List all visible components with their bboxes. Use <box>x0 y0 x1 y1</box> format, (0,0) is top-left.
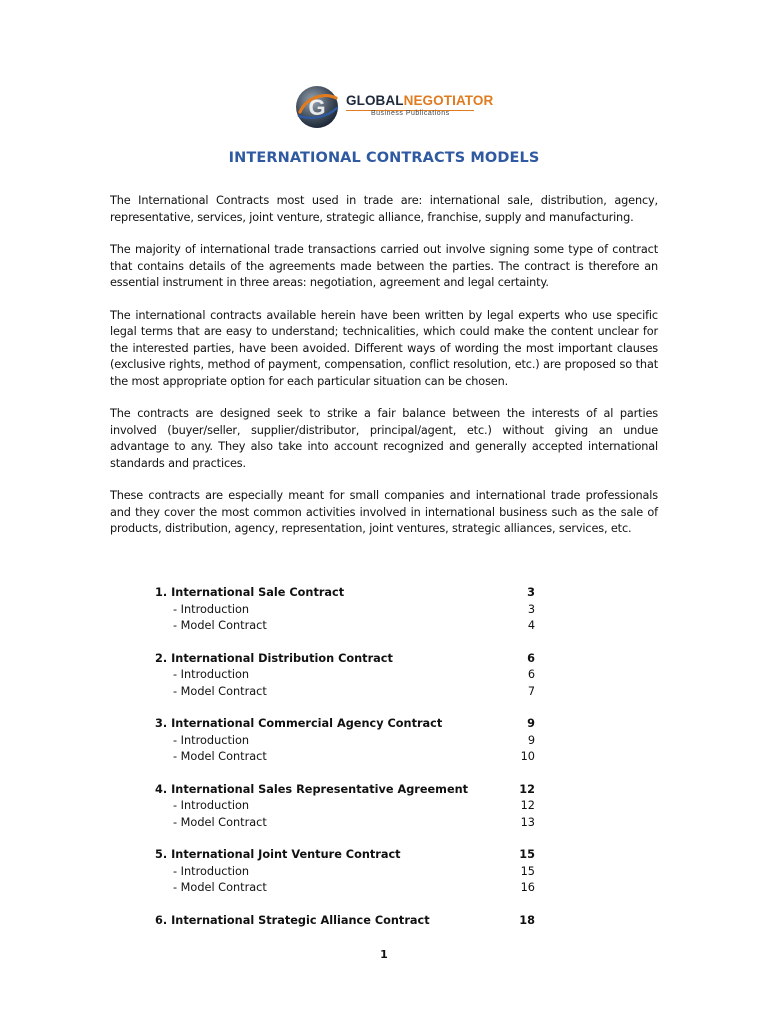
paragraph: The majority of international trade transactions carried out involve signing some type of contract that contains details of the agreements made between the parties. The contract is therefore an essential instrument in three areas: negotiation, agreement and legal certainty. <box>110 243 658 289</box>
toc-subentry-page: 16 <box>520 881 535 894</box>
toc-entry-title: 2. International Distribution Contract <box>155 651 393 665</box>
toc-subentry-label: - Model Contract <box>173 619 267 632</box>
toc-subentry-page: 7 <box>527 684 535 698</box>
toc-subentry-label: - Introduction <box>173 864 250 878</box>
toc-subentry-page: 15 <box>520 864 535 878</box>
toc-subentry <box>155 815 540 832</box>
toc-section <box>155 716 540 766</box>
toc-subentry <box>155 880 540 897</box>
toc-subentry-label: - Introduction <box>173 602 250 616</box>
toc-subentry <box>155 602 540 619</box>
page-number: 1 <box>380 948 388 961</box>
toc-subentry-page: 9 <box>527 733 535 747</box>
toc-section <box>155 913 540 930</box>
toc-subentry-page: 10 <box>520 750 535 763</box>
toc-subentry-page: 4 <box>527 619 535 632</box>
toc-entry-page: 15 <box>519 848 535 861</box>
toc-subentry <box>155 667 540 684</box>
toc-entry <box>155 847 540 864</box>
toc-subentry-page: 3 <box>527 602 535 616</box>
toc-subentry <box>155 864 540 881</box>
paragraph: The international contracts available herein have been written by legal experts who use specific legal terms that are easy to understand; technicalities, which could make the content unclear for the interested parties, have been avoided. Different ways of wording the most important clauses (exclusive rights, method of payment, compensation, conflict resolution, etc.) are proposed so that the most appropriate option for each particular situation can be chosen. <box>110 308 658 388</box>
logo-word-negotiator: NEGOTIATOR <box>403 93 494 108</box>
toc-entry-page: 6 <box>527 651 535 665</box>
toc-subentry-label: - Model Contract <box>173 684 267 698</box>
toc-entry-title: 4. International Sales Representative Agreement <box>155 782 469 796</box>
logo-wordmark <box>346 93 493 108</box>
globe-logo-icon <box>294 84 340 130</box>
toc-subentry-label: - Model Contract <box>173 750 267 763</box>
toc-entry-page: 12 <box>519 782 535 796</box>
document-body <box>110 193 658 554</box>
toc-subentry <box>155 618 540 635</box>
svg-text:G: G <box>308 95 326 120</box>
toc-section <box>155 847 540 897</box>
logo-subtitle: Business Publications <box>371 110 450 117</box>
globalnegotiator-logo <box>292 82 492 132</box>
toc-subentry-label: - Introduction <box>173 668 250 681</box>
toc-subentry <box>155 684 540 701</box>
toc-section <box>155 782 540 832</box>
toc-entry-title: 5. International Joint Venture Contract <box>155 848 401 861</box>
toc-entry-title: 3. International Commercial Agency Contract <box>155 717 443 730</box>
toc-entry-title: 6. International Strategic Alliance Contract <box>155 913 430 927</box>
table-of-contents <box>155 585 540 945</box>
toc-subentry-label: - Introduction <box>173 733 250 747</box>
toc-entry-page: 3 <box>527 586 535 599</box>
toc-subentry-label: - Model Contract <box>173 815 267 829</box>
logo-word-global: GLOBAL <box>346 93 404 108</box>
toc-entry <box>155 782 540 799</box>
toc-entry <box>155 716 540 733</box>
paragraph: These contracts are especially meant for small companies and international trade professionals and they cover the most common activities involved in international business such as the sale of products, distribution, agency, representation, joint ventures, strategic alliances, services, etc. <box>110 489 658 535</box>
toc-subentry-page: 13 <box>520 815 535 829</box>
toc-subentry <box>155 798 540 815</box>
toc-entry-page: 18 <box>519 913 535 927</box>
toc-subentry-label: - Model Contract <box>173 881 267 894</box>
toc-entry <box>155 913 540 930</box>
toc-subentry-page: 6 <box>527 668 535 681</box>
paragraph: The International Contracts most used in trade are: international sale, distribution, agency, representative, services, joint venture, strategic alliance, franchise, supply and manufacturing. <box>110 194 658 224</box>
paragraph: The contracts are designed seek to strike a fair balance between the interests of al parties involved (buyer/seller, supplier/distributor, principal/agent, etc.) without giving an undue advantage to any. They also take into account recognized and generally accepted international standards and practices. <box>110 407 658 470</box>
toc-subentry-page: 12 <box>520 799 535 812</box>
toc-section <box>155 585 540 635</box>
document-title: INTERNATIONAL CONTRACTS MODELS <box>228 150 540 166</box>
toc-subentry-label: - Introduction <box>173 799 250 812</box>
toc-entry-page: 9 <box>527 717 535 730</box>
toc-subentry <box>155 749 540 766</box>
toc-entry <box>155 651 540 668</box>
toc-entry-title: 1. International Sale Contract <box>155 586 345 599</box>
toc-section <box>155 651 540 701</box>
toc-subentry <box>155 733 540 750</box>
toc-entry <box>155 585 540 602</box>
